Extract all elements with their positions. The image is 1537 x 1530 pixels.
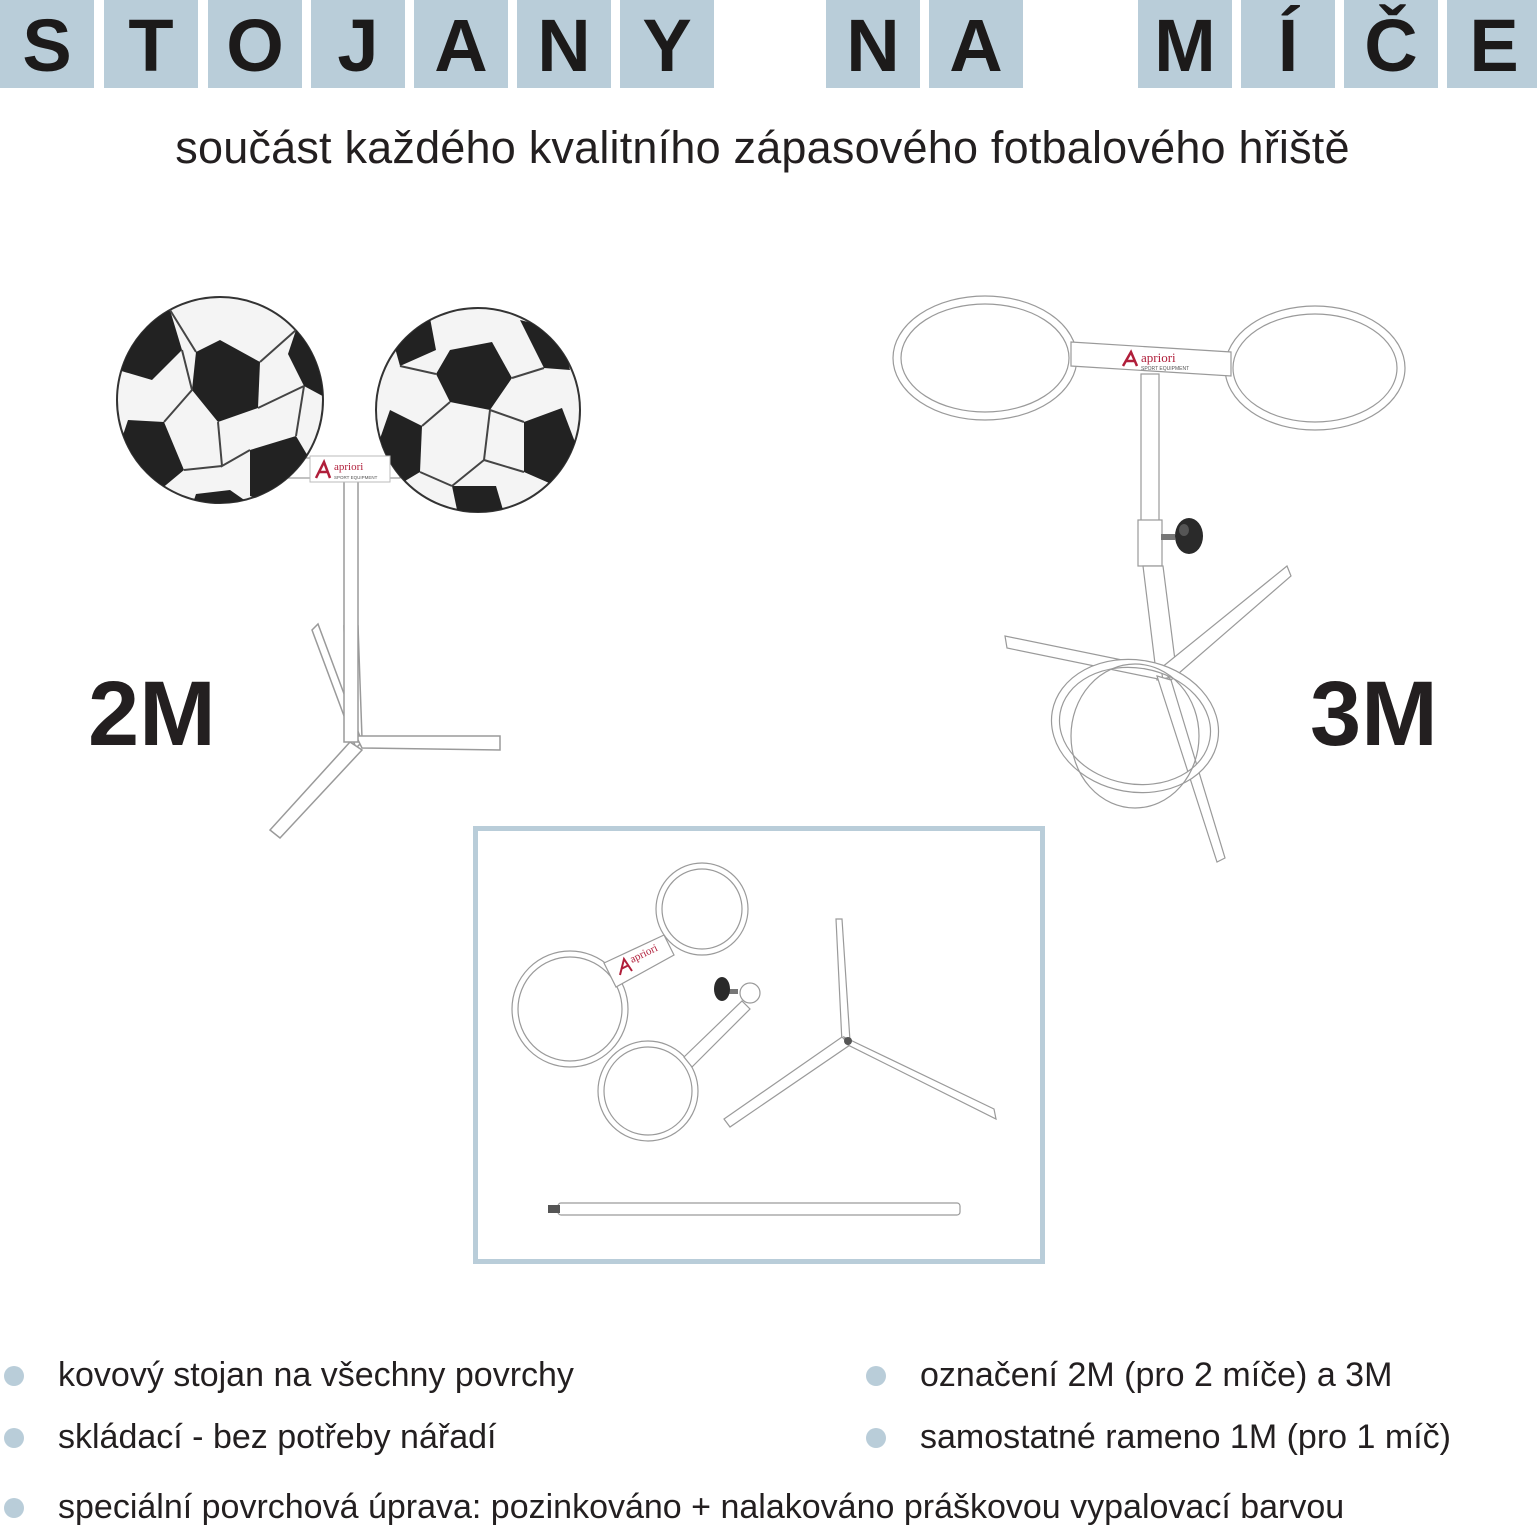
title-letter: O xyxy=(208,0,302,88)
bullet-icon xyxy=(866,1428,886,1448)
page-title xyxy=(0,0,1537,92)
brand-tagline: SPORT EQUIPMENT xyxy=(334,475,378,480)
subtitle: součást každého kvalitního zápasového fotbalového hřiště xyxy=(175,122,1350,173)
brand-name: apriori xyxy=(334,461,364,473)
title-letter: N xyxy=(517,0,611,88)
adjustment-knob-icon xyxy=(714,977,738,1001)
title-letter: Y xyxy=(620,0,714,88)
brand-name: apriori xyxy=(628,942,660,966)
title-letter: A xyxy=(414,0,508,88)
disassembled-parts-illustration xyxy=(478,831,1030,1249)
stand-2m-illustration xyxy=(100,290,540,860)
bullet-icon xyxy=(866,1366,886,1386)
feature-item: speciální povrchová úprava: pozinkováno + nalakováno práškovou vypalovací barvou xyxy=(58,1488,1345,1526)
title-letter: J xyxy=(311,0,405,88)
title-letter: Í xyxy=(1241,0,1335,88)
football-left xyxy=(112,297,330,522)
stand-3m-illustration xyxy=(895,296,1415,866)
feature-item: skládací - bez potřeby nářadí xyxy=(58,1418,497,1456)
bullet-icon xyxy=(4,1498,24,1518)
title-letter: N xyxy=(826,0,920,88)
title-letter: A xyxy=(929,0,1023,88)
feature-item: označení 2M (pro 2 míče) a 3M xyxy=(920,1356,1393,1394)
feature-item: samostatné rameno 1M (pro 1 míč) xyxy=(920,1418,1451,1456)
feature-item: kovový stojan na všechny povrchy xyxy=(58,1356,574,1394)
brand-name: apriori xyxy=(1141,350,1176,365)
title-letter: E xyxy=(1447,0,1537,88)
title-letter: S xyxy=(0,0,94,88)
title-letter: M xyxy=(1138,0,1232,88)
title-letter: T xyxy=(104,0,198,88)
adjustment-knob-icon xyxy=(1161,518,1203,554)
bullet-icon xyxy=(4,1366,24,1386)
model-label-2m: 2M xyxy=(88,663,216,765)
brand-tagline: SPORT EQUIPMENT xyxy=(1141,366,1190,372)
football-right xyxy=(376,308,580,524)
model-label-3m: 3M xyxy=(1310,663,1438,765)
bullet-icon xyxy=(4,1428,24,1448)
title-letter: Č xyxy=(1344,0,1438,88)
